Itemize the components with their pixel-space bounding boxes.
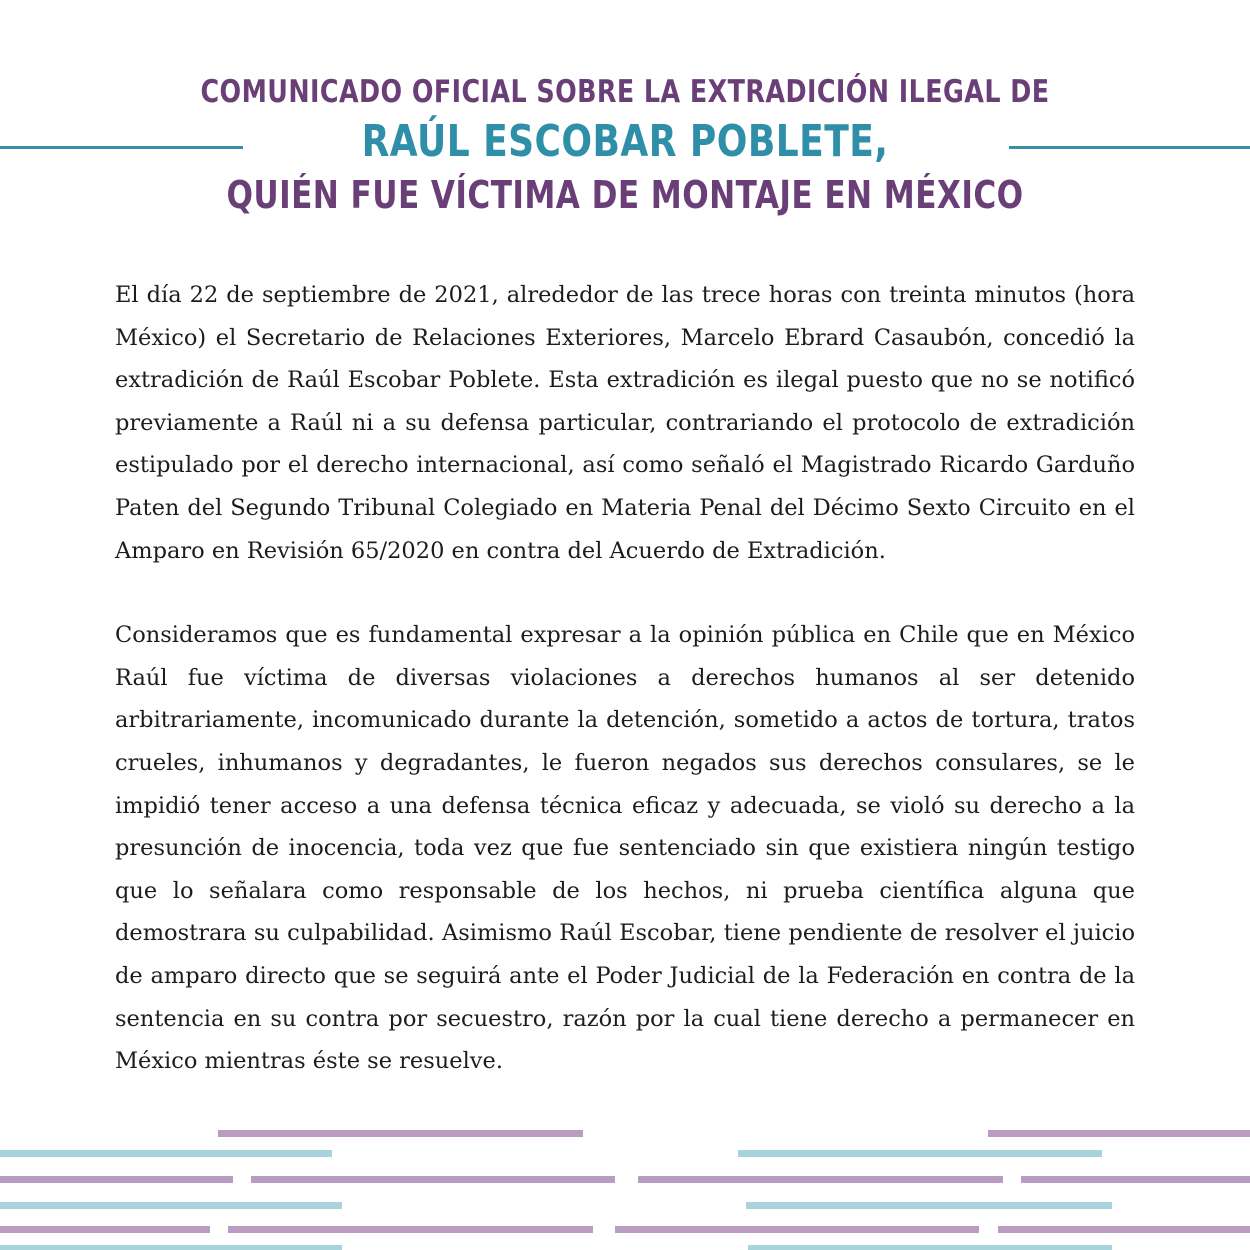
document-header — [0, 70, 1250, 220]
header-line-1: COMUNICADO OFICIAL SOBRE LA EXTRADICIÓN ILEGAL DE — [200, 74, 1050, 110]
stripe — [0, 1150, 332, 1157]
stripe-row-3 — [0, 1176, 1250, 1183]
stripe — [738, 1150, 1102, 1157]
stripe — [228, 1226, 593, 1233]
stripe — [0, 1202, 342, 1209]
header-rule-right — [1009, 146, 1250, 149]
body-paragraph-1: El día 22 de septiembre de 2021, alrededor de las trece horas con treinta minutos (hora México) el Secretario de Relaciones Exteriores, Marcelo Ebrard Casaubón, concedió la extradición de Raúl Escobar Poblete. Esta extradición es ilegal puesto que no se notificó previamente a Raúl ni a su defensa particular, contrariando el protocolo de extradición estipulado por el derecho internacional, así como señaló el Magistrado Ricardo Garduño Paten del Segundo Tribunal Colegiado en Materia Penal del Décimo Sexto Circuito en el Amparo en Revisión 65/2020 en contra del Acuerdo de Extradición. — [115, 282, 1135, 564]
stripe-row-5 — [0, 1226, 1250, 1233]
header-name-line: RAÚL ESCOBAR POBLETE, — [361, 116, 889, 167]
stripe — [251, 1176, 615, 1183]
stripe-row-4 — [0, 1202, 1112, 1209]
body-paragraph-2: Consideramos que es fundamental expresar a la opinión pública en Chile que en México Raúl fue víctima de diversas violaciones a derechos humanos al ser detenido arbitrariamente, incomunicado durante la detención, sometido a actos de tortura, tratos crueles, inhumanos y degradantes, le fueron negados sus derechos consulares, se le impidió tener acceso a una defensa técnica eficaz y adecuada, se violó su derecho a la presunción de inocencia, toda vez que fue sentenciado sin que existiera ningún testigo que lo señalara como responsable de los hechos, ni prueba científica alguna que demostrara su culpabilidad. Asimismo Raúl Escobar, tiene pendiente de resolver el juicio de amparo directo que se seguirá ante el Poder Judicial de la Federación en contra de la sentencia en su contra por secuestro, razón por la cual tiene derecho a permanecer en México mientras éste se resuelve. — [115, 622, 1135, 1075]
stripe-row-2 — [0, 1150, 1102, 1157]
stripe — [1021, 1176, 1250, 1183]
document-body — [115, 274, 1135, 1125]
stripe — [988, 1130, 1250, 1137]
stripe — [0, 1176, 233, 1183]
stripe — [746, 1202, 1112, 1209]
stripe-row-1 — [218, 1130, 1250, 1137]
stripe-row-6 — [0, 1245, 1112, 1250]
stripe — [998, 1226, 1250, 1233]
stripe — [748, 1245, 1112, 1250]
stripe — [218, 1130, 583, 1137]
decorative-stripes — [0, 1120, 1250, 1250]
stripe — [638, 1176, 1003, 1183]
stripe — [0, 1245, 342, 1250]
stripe — [0, 1226, 210, 1233]
header-rule-left — [0, 146, 243, 149]
header-line-3: QUIÉN FUE VÍCTIMA DE MONTAJE EN MÉXICO — [226, 173, 1024, 217]
stripe — [615, 1226, 979, 1233]
